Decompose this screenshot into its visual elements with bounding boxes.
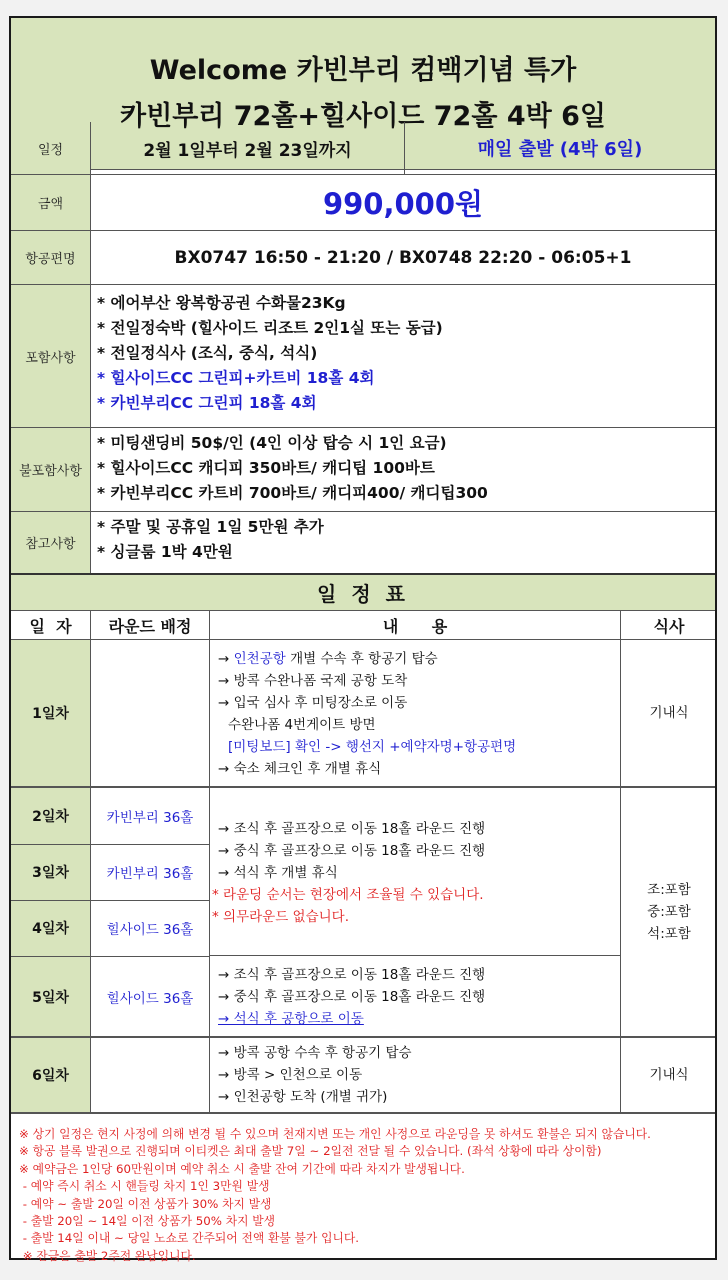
day-label: 2일차 (11, 788, 90, 845)
notes-row (11, 512, 715, 575)
price-value: 990,000원 (322, 187, 484, 221)
round-assignment: 힐사이드 36홀 (91, 900, 209, 957)
day-column (11, 788, 91, 1036)
round-assignment (91, 640, 210, 786)
excluded-item: * 힐사이드CC 캐디피 350바트/ 캐디팁 100바트 (97, 459, 435, 477)
flight-value: BX0747 16:50 - 21:20 / BX0748 22:20 - 06:05+1 (174, 247, 632, 268)
itinerary-day-1 (11, 640, 715, 788)
footer-note: - 출발 14일 이내 ~ 당일 노쇼로 간주되어 전액 환불 불가 입니다. (19, 1231, 360, 1246)
price-label: 금액 (11, 175, 91, 230)
round-column (91, 788, 210, 1036)
footer-note: ※ 상기 일정은 현지 사정에 의해 변경 될 수 있으며 천재지변 또는 개인 사정으로 라운딩을 못 하셔도 환불은 되지 않습니다. (19, 1127, 651, 1141)
included-list (91, 285, 715, 427)
desc-line: → 입국 심사 후 미팅장소로 이동 (218, 695, 408, 711)
round-assignment: 카빈부리 36홀 (91, 844, 209, 901)
desc-line: → 방콕 > 인천으로 이동 (218, 1067, 363, 1083)
meal-info: 기내식 (649, 1067, 689, 1083)
included-row (11, 285, 715, 428)
desc-line-link: → 석식 후 공항으로 이동 (218, 1011, 364, 1027)
warning-line: * 의무라운드 없습니다. (212, 909, 349, 925)
footer-note: - 예약 ~ 출발 20일 이전 상품가 30% 차지 발생 (19, 1196, 272, 1211)
header-meal: 식사 (653, 616, 685, 636)
flight-label: 항공편명 (11, 231, 91, 284)
desc-line: → 중식 후 골프장으로 이동 18홀 라운드 진행 (218, 989, 486, 1005)
desc-line: → 방콕 수완나폼 국제 공항 도착 (218, 673, 408, 689)
notes-list (91, 512, 715, 573)
excluded-row (11, 428, 715, 512)
footer-note: ※ 항공 블록 발권으로 진행되며 이티켓은 최대 출발 7일 ~ 2일전 전달 될 수 있습니다. (좌석 상황에 따라 상이함) (19, 1144, 602, 1159)
day-label: 1일차 (11, 640, 91, 786)
description-column (210, 788, 621, 1036)
desc-line: → 조식 후 골프장으로 이동 18홀 라운드 진행 (218, 821, 486, 837)
footer-note: ※ 잔금은 출발 2주전 완납입니다. (19, 1248, 196, 1263)
meal-item: 석:포함 (647, 926, 691, 942)
desc-line: → 인천공항 개별 수속 후 항공기 탑승 (218, 651, 438, 667)
meal-item: 중:포함 (647, 904, 691, 920)
day-label: 5일차 (32, 990, 69, 1006)
flight-row (11, 231, 715, 285)
departure-info: 매일 출발 (4박 6일) (477, 139, 643, 160)
itinerary-day-6 (11, 1038, 715, 1114)
included-item: * 전일정숙박 (힐사이드 리조트 2인1실 또는 동급) (97, 319, 443, 337)
desc-line: → 중식 후 골프장으로 이동 18홀 라운드 진행 (218, 843, 486, 859)
desc-line: → 방콕 공항 수속 후 항공기 탑승 (218, 1045, 412, 1061)
desc-line: [미팅보드] 확인 -> 행선지 +예약자명+항공편명 (228, 739, 517, 755)
days-2-4-description (210, 788, 620, 956)
excluded-item: * 카빈부리CC 카트비 700바트/ 캐디피400/ 캐디팁300 (97, 484, 488, 502)
itinerary-title-row (11, 575, 715, 611)
included-item: * 카빈부리CC 그린피 18홀 4회 (97, 394, 317, 412)
itinerary-days-2-5 (11, 788, 715, 1038)
round-assignment (91, 1038, 210, 1112)
day-label: 6일차 (11, 1038, 91, 1112)
schedule-row (11, 122, 715, 175)
desc-line: → 석식 후 개별 휴식 (218, 865, 338, 881)
day-description (210, 640, 621, 786)
desc-line: 수완나폼 4번게이트 방면 (228, 717, 376, 733)
included-item: * 에어부산 왕복항공권 수화물23Kg (97, 294, 346, 312)
included-label: 포함사항 (11, 285, 91, 427)
excluded-label: 불포함사항 (11, 428, 91, 511)
notes-item: * 싱글룸 1박 4만원 (97, 543, 233, 561)
header-content: 내 용 (210, 611, 621, 639)
schedule-period: 2월 1일부터 2월 23일까지 (143, 140, 352, 161)
day-5-description (210, 956, 620, 1038)
day-label: 4일차 (11, 900, 90, 957)
excluded-list (91, 428, 715, 511)
day-description (210, 1038, 621, 1112)
header-day: 일 자 (11, 611, 91, 639)
excluded-item: * 미팅샌딩비 50$/인 (4인 이상 탑승 시 1인 요금) (97, 434, 447, 452)
title-line-1: Welcome 카빈부리 컴백기념 특가 (149, 54, 577, 86)
footer-note: ※ 예약금은 1인당 60만원이며 예약 취소 시 출발 잔여 기간에 따라 차지가 발생됩니다. (19, 1161, 465, 1176)
desc-line: → 조식 후 골프장으로 이동 18홀 라운드 진행 (218, 967, 486, 983)
meal-item: 조:포함 (647, 882, 691, 898)
notes-label: 참고사항 (11, 512, 91, 573)
desc-line: → 숙소 체크인 후 개별 휴식 (218, 761, 382, 777)
included-item: * 힐사이드CC 그린피+카트비 18홀 4회 (97, 369, 375, 387)
itinerary-header-row (11, 611, 715, 640)
round-assignment: 힐사이드 36홀 (106, 991, 194, 1007)
round-assignment: 카빈부리 36홀 (91, 788, 209, 845)
header-round: 라운드 배정 (91, 611, 210, 639)
day-label: 3일차 (11, 844, 90, 901)
title-line-2: 카빈부리 72홀+힐사이드 72홀 4박 6일 (120, 100, 606, 132)
warning-line: * 라운딩 순서는 현장에서 조율될 수 있습니다. (212, 887, 484, 903)
included-item: * 전일정식사 (조식, 중식, 석식) (97, 344, 318, 362)
meal-info (621, 788, 717, 1036)
tour-package-sheet (9, 16, 717, 1263)
schedule-label: 일정 (11, 122, 91, 174)
notes-item: * 주말 및 공휴일 1일 5만원 추가 (97, 518, 324, 536)
price-row (11, 175, 715, 231)
itinerary-title: 일 정 표 (317, 582, 409, 606)
desc-line: → 인천공항 도착 (개별 귀가) (218, 1089, 388, 1105)
footer-note: - 출발 20일 ~ 14일 이전 상품가 50% 차지 발생 (19, 1214, 276, 1229)
footer-notes (11, 1118, 715, 1265)
meal-info: 기내식 (649, 705, 689, 721)
footer-note: - 예약 즉시 취소 시 핸들링 차지 1인 3만원 발생 (19, 1179, 270, 1194)
